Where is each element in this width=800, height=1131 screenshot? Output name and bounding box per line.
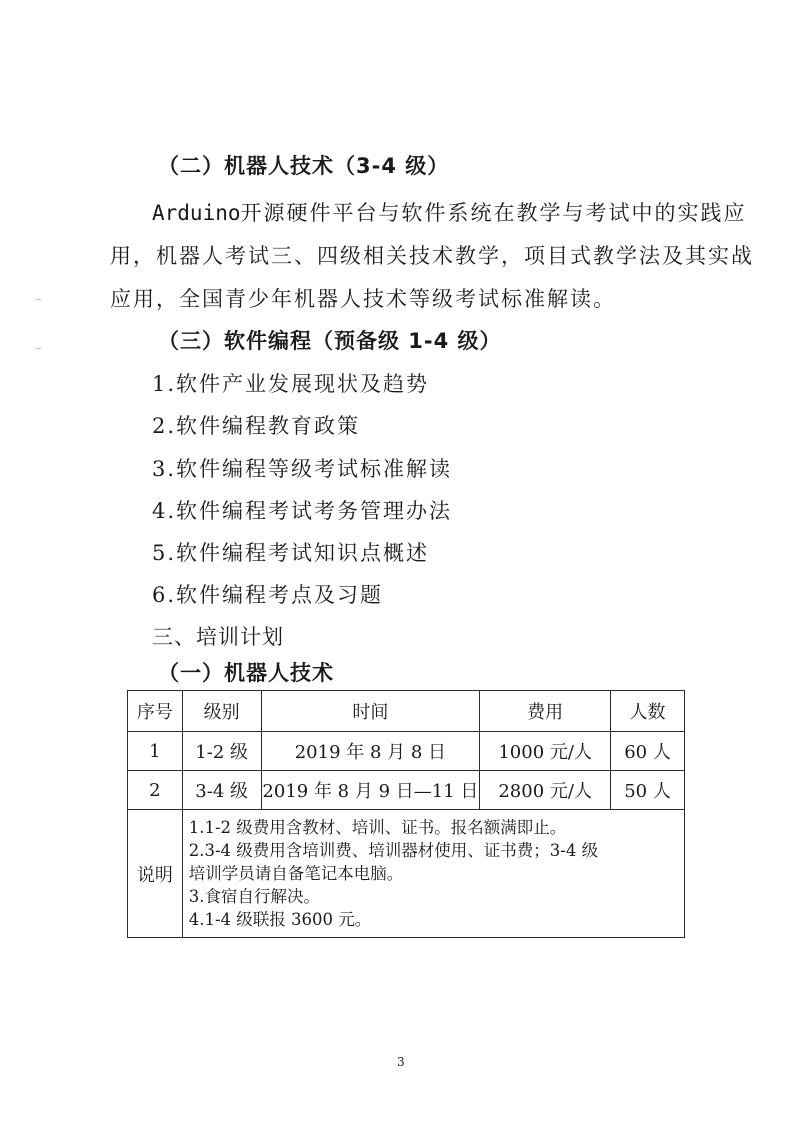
table-header-row <box>128 691 685 732</box>
header-cell: 级别 <box>182 691 261 732</box>
table-cell: 1000 元/人 <box>480 732 611 771</box>
table-cell: 2019 年 8 月 9 日—11 日 <box>261 771 480 810</box>
table-cell: 2800 元/人 <box>480 771 611 810</box>
header-cell: 人数 <box>611 691 685 732</box>
robot-para-line1 <box>152 197 747 227</box>
table-cell: 2019 年 8 月 8 日 <box>261 732 480 771</box>
arduino-word: Arduino <box>152 201 241 225</box>
notes-cell <box>182 810 684 938</box>
scan-speck <box>36 348 41 349</box>
page-number: 3 <box>397 1055 405 1069</box>
robot-heading: （二）机器人技术（3-4 级） <box>158 154 450 178</box>
note-line: 3.食宿自行解决。 <box>188 887 320 906</box>
header-cell: 序号 <box>128 691 183 732</box>
software-item: 5.软件编程考试知识点概述 <box>152 541 430 565</box>
table-cell: 1 <box>128 732 183 771</box>
software-item: 1.软件产业发展现状及趋势 <box>152 372 430 396</box>
scan-speck <box>36 299 41 300</box>
header-cell: 时间 <box>261 691 480 732</box>
plan-heading: 三、培训计划 <box>152 625 284 649</box>
table-cell: 50 人 <box>611 771 685 810</box>
software-item: 4.软件编程考试考务管理办法 <box>152 499 453 523</box>
note-line: 培训学员请自备笔记本电脑。 <box>188 864 404 883</box>
software-item: 2.软件编程教育政策 <box>152 414 361 438</box>
robot-para-line3: 应用，全国青少年机器人技术等级考试标准解读。 <box>110 287 616 311</box>
robot-para-line2: 用，机器人考试三、四级相关技术教学，项目式教学法及其实战 <box>110 244 754 268</box>
table-row <box>128 732 685 771</box>
note-line: 1.1-2 级费用含教材、培训、证书。报名额满即止。 <box>188 818 567 837</box>
software-item: 3.软件编程等级考试标准解读 <box>152 457 453 481</box>
table-cell: 3-4 级 <box>182 771 261 810</box>
table-notes-row <box>128 810 685 938</box>
software-heading: （三）软件编程（预备级 1-4 级） <box>158 329 502 353</box>
note-line: 2.3-4 级费用含培训费、培训器材使用、证书费；3-4 级 <box>188 841 599 860</box>
header-cell: 费用 <box>480 691 611 732</box>
table-row <box>128 771 685 810</box>
table-cell: 60 人 <box>611 732 685 771</box>
table-cell: 2 <box>128 771 183 810</box>
software-item: 6.软件编程考点及习题 <box>152 583 384 607</box>
note-line: 4.1-4 级联报 3600 元。 <box>188 910 372 929</box>
plan-sub-heading: （一）机器人技术 <box>158 661 334 685</box>
notes-label: 说明 <box>128 810 183 938</box>
robot-para-line1-rest: 开源硬件平台与软件系统在教学与考试中的实践应 <box>240 201 747 225</box>
training-fee-table <box>127 690 685 938</box>
table-cell: 1-2 级 <box>182 732 261 771</box>
